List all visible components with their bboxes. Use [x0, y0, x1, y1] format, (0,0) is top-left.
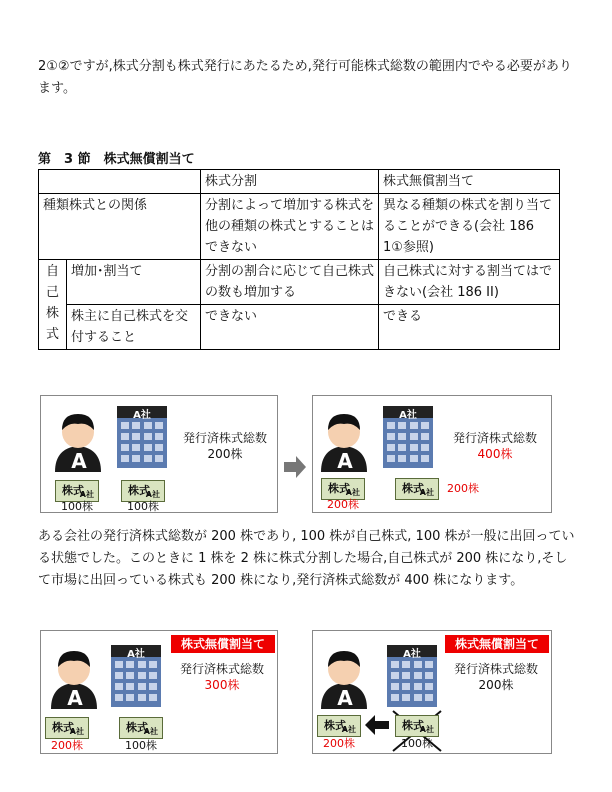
arrow-left-icon: [365, 715, 389, 735]
treasury-count: 200株: [51, 739, 83, 752]
table-row: [39, 260, 560, 305]
market-count: 200株: [447, 482, 479, 495]
treasury-share-certificate: 株式 A社: [317, 715, 361, 737]
table-header-split: 株式分割: [201, 170, 379, 194]
person-letter: A: [337, 686, 353, 710]
cell-allot-delivery: できる: [379, 305, 560, 350]
market-count: 100株: [127, 500, 159, 513]
body-paragraph: ある会社の発行済株式総数が 200 株であり, 100 株が自己株式, 100 株が一般に出回っている状態でした。このときに 1 株を 2 株に株式分割した場合,自己株式が 200 株になり,そして市場に出回っている株式も 200 株になり,発行済株式総数が 400 株になります。: [38, 529, 575, 588]
market-count: 100株: [125, 739, 157, 752]
issued-label: 発行済株式総数: [182, 431, 267, 445]
market-share-certificate: 株式 A社: [395, 715, 439, 737]
market-count: 100株: [401, 737, 433, 750]
company-label: A社: [133, 410, 151, 421]
section-heading: 第 3 節 株式無償割当て: [38, 152, 195, 167]
row-label-increase: 増加･割当て: [67, 260, 201, 305]
cell-allot-class-shares: 異なる種類の株式を割り当てることができる(会社 186 1①参照): [379, 194, 560, 260]
cell-split-increase: 分割の割合に応じて自己株式の数も増加する: [201, 260, 379, 305]
issued-total: 300株: [204, 678, 240, 692]
diagram-allotment-result: [40, 630, 278, 754]
issued-label: 発行済株式総数: [179, 662, 264, 676]
treasury-count: 100株: [61, 500, 93, 513]
market-share-certificate: 株式 A社: [395, 478, 439, 500]
diagram-before-split: [40, 395, 278, 513]
cell-allot-increase: 自己株式に対する割当てはできない(会社 186 II): [379, 260, 560, 305]
arrow-right-icon: [284, 456, 306, 478]
issued-total: 200株: [478, 678, 514, 692]
diagram-after-split: [312, 395, 552, 513]
person-letter: A: [337, 449, 353, 473]
comparison-table: [38, 169, 560, 350]
treasury-count: 200株: [327, 498, 359, 511]
issued-label: 発行済株式総数: [452, 431, 537, 445]
market-share-certificate: 株式 A社: [121, 480, 165, 502]
table-row: [39, 194, 560, 260]
row-label-class-shares: 種類株式との関係: [39, 194, 201, 260]
company-label: A社: [403, 649, 421, 660]
issued-label: 発行済株式総数: [453, 662, 538, 676]
market-share-certificate: 株式 A社: [119, 717, 163, 739]
diagram-allotment-crossed: [312, 630, 552, 754]
treasury-share-certificate: 株式 A社: [45, 717, 89, 739]
issued-total: 200株: [207, 447, 243, 461]
allotment-banner: 株式無償割当て: [171, 635, 275, 653]
person-letter: A: [67, 686, 83, 710]
issued-total: 400株: [477, 447, 513, 461]
cell-split-class-shares: 分割によって増加する株式を他の種類の株式とすることはできない: [201, 194, 379, 260]
allotment-banner: 株式無償割当て: [445, 635, 549, 653]
table-header-allot: 株式無償割当て: [379, 170, 560, 194]
person-letter: A: [71, 449, 87, 473]
table-header-blank: [39, 170, 201, 194]
intro-paragraph: 2①②ですが,株式分割も株式発行にあたるため,発行可能株式総数の範囲内でやる必要があります。: [38, 59, 572, 96]
treasury-share-certificate: 株式 A社: [55, 480, 99, 502]
treasury-stock-label: 自 己 株 式: [39, 260, 67, 350]
table-header-row: [39, 170, 560, 194]
treasury-share-certificate: 株式 A社: [321, 478, 365, 500]
company-label: A社: [127, 649, 145, 660]
treasury-count: 200株: [323, 737, 355, 750]
row-label-delivery: 株主に自己株式を交付すること: [67, 305, 201, 350]
cell-split-delivery: できない: [201, 305, 379, 350]
table-row: [39, 305, 560, 350]
company-label: A社: [399, 410, 417, 421]
